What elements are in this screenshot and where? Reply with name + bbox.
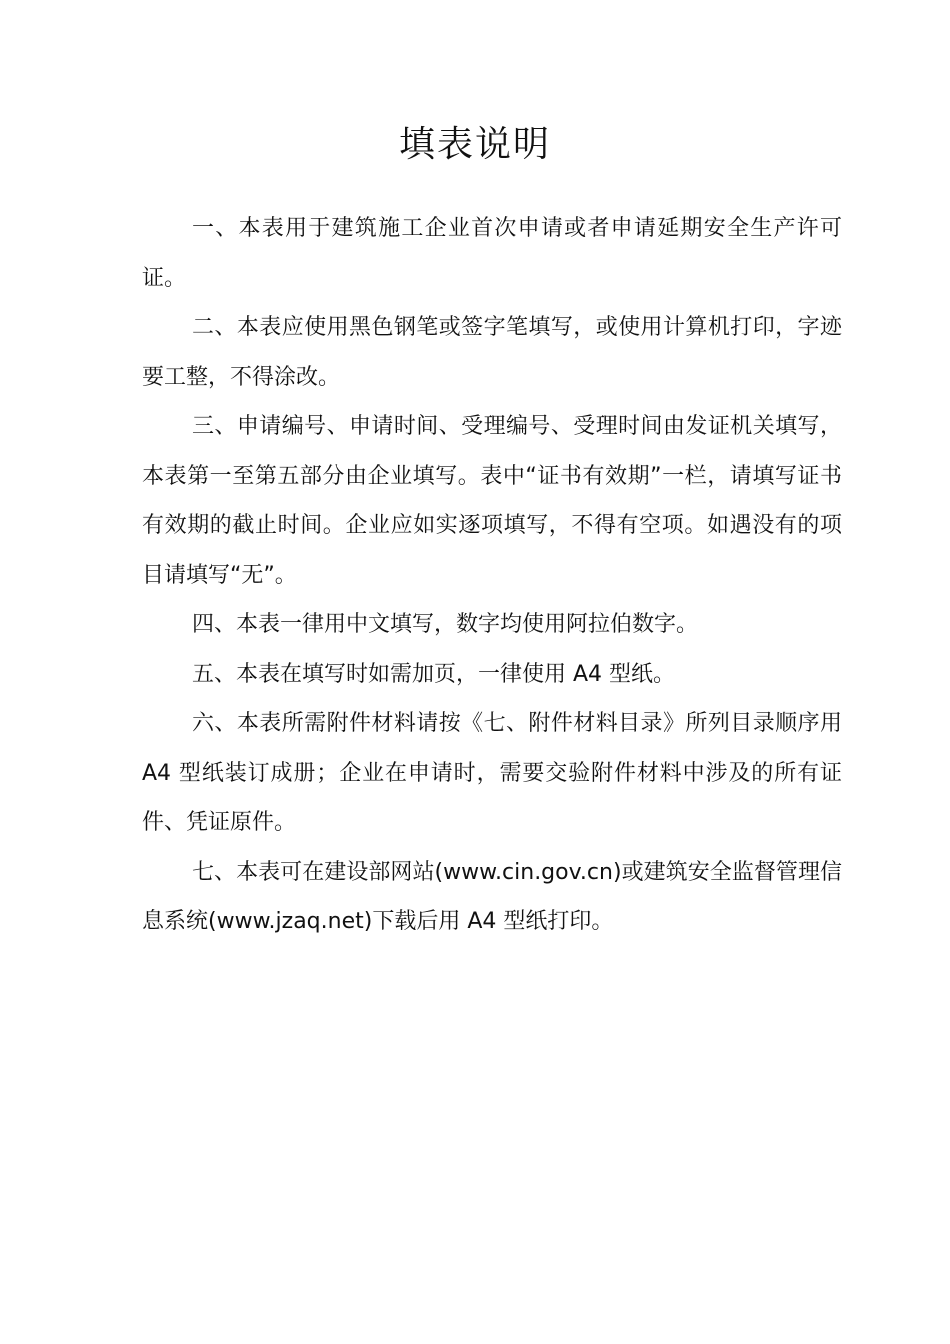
instructions-list: [142, 204, 842, 947]
page-title: 填表说明: [398, 124, 551, 165]
instruction-item-1: 一、本表用于建筑施工企业首次申请或者申请延期安全生产许可证。: [142, 216, 842, 291]
instruction-item-6: 六、本表所需附件材料请按《七、附件材料目录》所列目录顺序用 A4 型纸装订成册；企业在申请时，需要交验附件材料中涉及的所有证件、凭证原件。: [142, 711, 842, 835]
instruction-item-4: 四、本表一律用中文填写，数字均使用阿拉伯数字。: [192, 612, 699, 637]
instruction-item-7: 七、本表可在建设部网站(www.cin.gov.cn)或建筑安全监督管理信息系统(www.jzaq.net)下载后用 A4 型纸打印。: [142, 859, 842, 934]
instruction-item-2: 二、本表应使用黑色钢笔或签字笔填写，或使用计算机打印，字迹要工整，不得涂改。: [142, 315, 842, 390]
instruction-item-3: 三、申请编号、申请时间、受理编号、受理时间由发证机关填写，本表第一至第五部分由企业填写。表中“证书有效期”一栏，请填写证书有效期的截止时间。企业应如实逐项填写，不得有空项。如遇没有的项目请填写“无”。: [142, 414, 842, 588]
instruction-item-5: 五、本表在填写时如需加页，一律使用 A4 型纸。: [192, 661, 676, 687]
